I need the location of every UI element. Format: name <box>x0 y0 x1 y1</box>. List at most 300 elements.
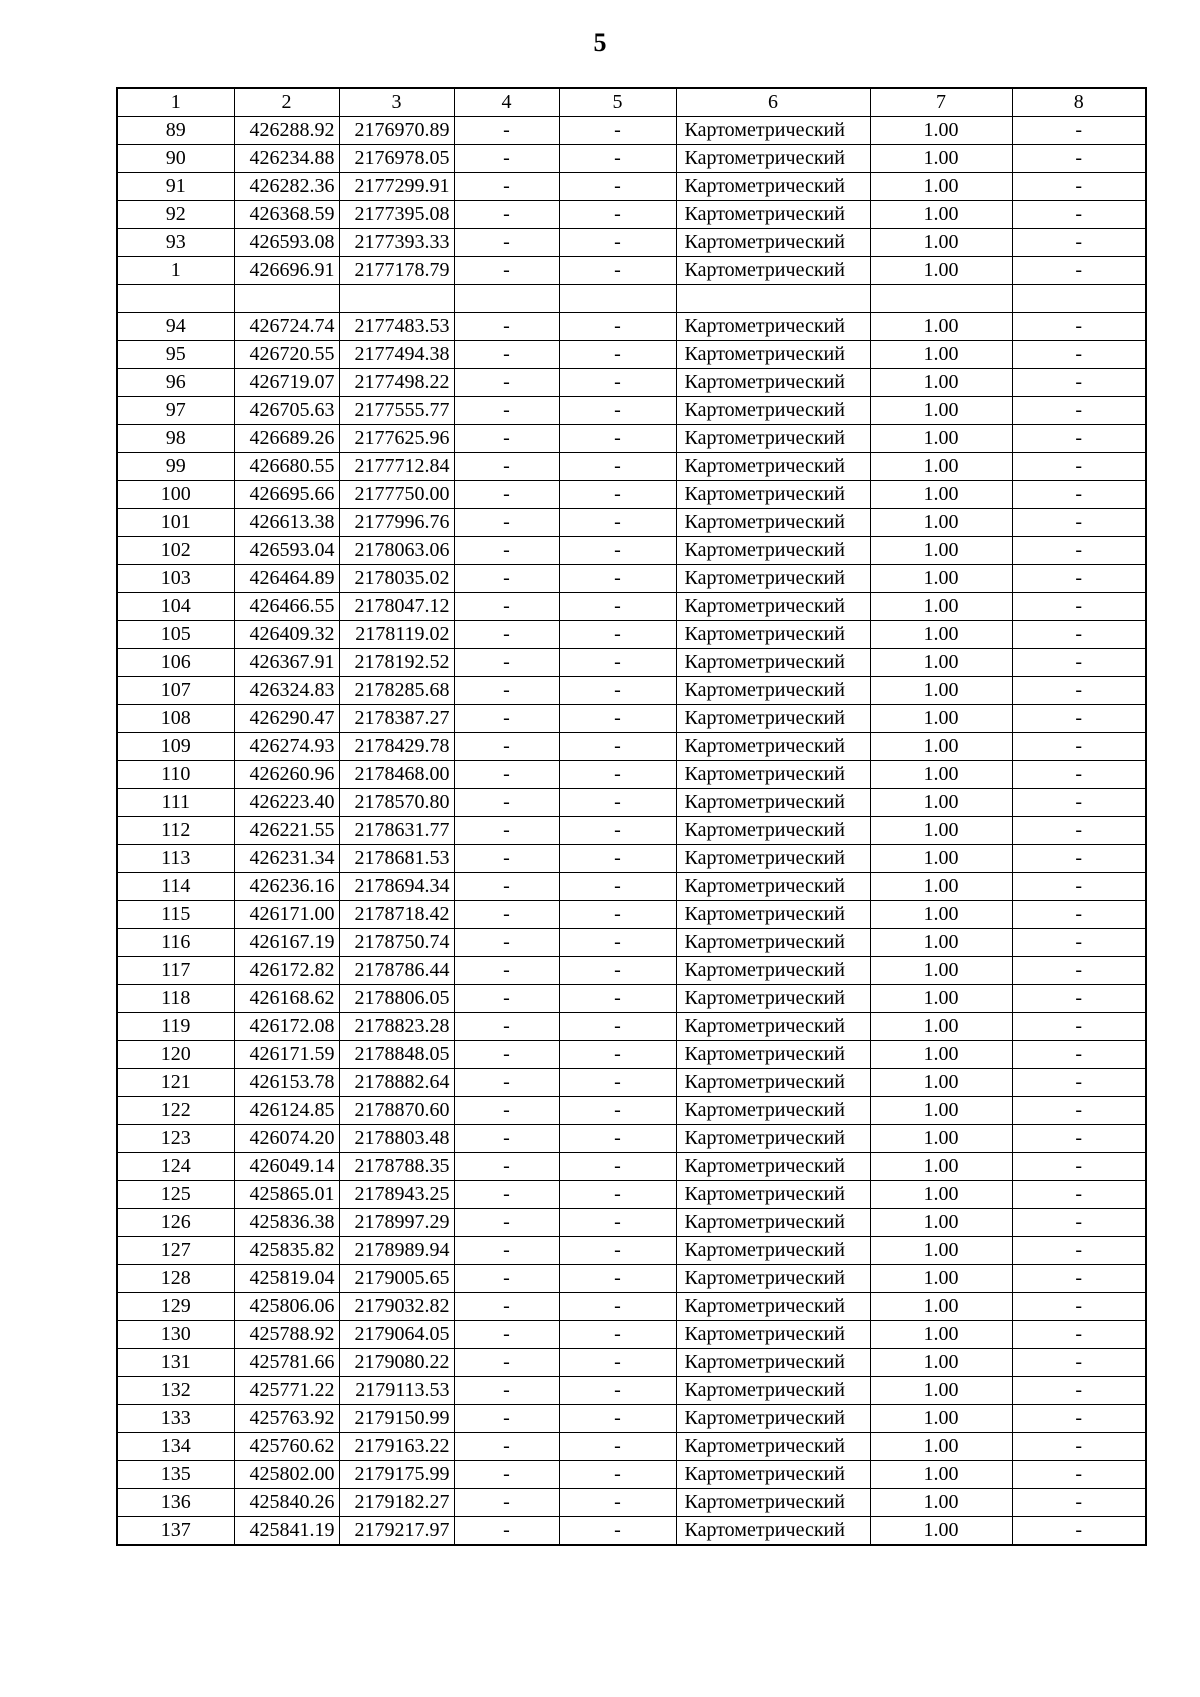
method-cell: Картометрический <box>676 117 870 145</box>
column-8-cell: - <box>1012 1293 1146 1321</box>
method-cell: Картометрический <box>676 873 870 901</box>
method-cell: Картометрический <box>676 257 870 285</box>
method-cell: Картометрический <box>676 789 870 817</box>
accuracy-cell: 1.00 <box>870 845 1012 873</box>
column-5-cell: - <box>559 1209 676 1237</box>
column-header: 5 <box>559 88 676 117</box>
point-number-cell: 91 <box>117 173 234 201</box>
column-5-cell: - <box>559 313 676 341</box>
y-coordinate-cell: 2178806.05 <box>339 985 454 1013</box>
column-5-cell: - <box>559 1069 676 1097</box>
method-cell: Картометрический <box>676 621 870 649</box>
column-5-cell: - <box>559 1153 676 1181</box>
column-5-cell: - <box>559 1237 676 1265</box>
method-cell: Картометрический <box>676 481 870 509</box>
column-4-cell: - <box>454 929 559 957</box>
column-4-cell: - <box>454 1153 559 1181</box>
column-header: 3 <box>339 88 454 117</box>
accuracy-cell: 1.00 <box>870 873 1012 901</box>
x-coordinate-cell: 426282.36 <box>234 173 339 201</box>
x-coordinate-cell: 426719.07 <box>234 369 339 397</box>
method-cell: Картометрический <box>676 649 870 677</box>
table-row <box>117 1041 1146 1069</box>
x-coordinate-cell: 426172.82 <box>234 957 339 985</box>
column-5-cell: - <box>559 257 676 285</box>
method-cell: Картометрический <box>676 1461 870 1489</box>
table-header-row <box>117 88 1146 117</box>
y-coordinate-cell: 2177996.76 <box>339 509 454 537</box>
point-number-cell: 127 <box>117 1237 234 1265</box>
table-row <box>117 621 1146 649</box>
y-coordinate-cell: 2179163.22 <box>339 1433 454 1461</box>
accuracy-cell: 1.00 <box>870 1265 1012 1293</box>
accuracy-cell: 1.00 <box>870 1125 1012 1153</box>
point-number-cell: 122 <box>117 1097 234 1125</box>
x-coordinate-cell: 426223.40 <box>234 789 339 817</box>
table-row <box>117 929 1146 957</box>
point-number-cell: 107 <box>117 677 234 705</box>
accuracy-cell: 1.00 <box>870 1433 1012 1461</box>
x-coordinate-cell: 426171.59 <box>234 1041 339 1069</box>
point-number-cell: 95 <box>117 341 234 369</box>
x-coordinate-cell: 426720.55 <box>234 341 339 369</box>
x-coordinate-cell: 426593.08 <box>234 229 339 257</box>
x-coordinate-cell: 425763.92 <box>234 1405 339 1433</box>
point-number-cell: 130 <box>117 1321 234 1349</box>
column-8-cell: - <box>1012 733 1146 761</box>
column-8-cell: - <box>1012 537 1146 565</box>
method-cell: Картометрический <box>676 705 870 733</box>
point-number-cell: 101 <box>117 509 234 537</box>
point-number-cell: 125 <box>117 1181 234 1209</box>
column-5-cell: - <box>559 397 676 425</box>
column-4-cell: - <box>454 1209 559 1237</box>
x-coordinate-cell: 426464.89 <box>234 565 339 593</box>
point-number-cell: 93 <box>117 229 234 257</box>
x-coordinate-cell: 425802.00 <box>234 1461 339 1489</box>
y-coordinate-cell: 2178047.12 <box>339 593 454 621</box>
method-cell: Картометрический <box>676 201 870 229</box>
method-cell: Картометрический <box>676 1209 870 1237</box>
method-cell: Картометрический <box>676 145 870 173</box>
accuracy-cell: 1.00 <box>870 453 1012 481</box>
method-cell: Картометрический <box>676 957 870 985</box>
x-coordinate-cell: 426234.88 <box>234 145 339 173</box>
column-8-cell: - <box>1012 509 1146 537</box>
method-cell: Картометрический <box>676 1293 870 1321</box>
x-coordinate-cell <box>234 285 339 313</box>
x-coordinate-cell: 426171.00 <box>234 901 339 929</box>
accuracy-cell: 1.00 <box>870 705 1012 733</box>
column-5-cell: - <box>559 1265 676 1293</box>
column-header: 6 <box>676 88 870 117</box>
column-8-cell: - <box>1012 425 1146 453</box>
column-8-cell: - <box>1012 173 1146 201</box>
x-coordinate-cell: 426367.91 <box>234 649 339 677</box>
accuracy-cell: 1.00 <box>870 313 1012 341</box>
table-row <box>117 1265 1146 1293</box>
point-number-cell: 133 <box>117 1405 234 1433</box>
column-5-cell: - <box>559 733 676 761</box>
y-coordinate-cell: 2177712.84 <box>339 453 454 481</box>
point-number-cell: 105 <box>117 621 234 649</box>
y-coordinate-cell: 2179005.65 <box>339 1265 454 1293</box>
column-5-cell: - <box>559 677 676 705</box>
x-coordinate-cell: 425819.04 <box>234 1265 339 1293</box>
column-4-cell: - <box>454 733 559 761</box>
accuracy-cell: 1.00 <box>870 593 1012 621</box>
column-5-cell: - <box>559 1097 676 1125</box>
point-number-cell: 119 <box>117 1013 234 1041</box>
x-coordinate-cell: 426153.78 <box>234 1069 339 1097</box>
accuracy-cell: 1.00 <box>870 1321 1012 1349</box>
column-4-cell: - <box>454 369 559 397</box>
x-coordinate-cell: 426168.62 <box>234 985 339 1013</box>
column-4-cell: - <box>454 1181 559 1209</box>
column-4-cell: - <box>454 1433 559 1461</box>
y-coordinate-cell: 2177498.22 <box>339 369 454 397</box>
table-row <box>117 369 1146 397</box>
column-4-cell: - <box>454 537 559 565</box>
accuracy-cell: 1.00 <box>870 1405 1012 1433</box>
column-8-cell: - <box>1012 369 1146 397</box>
accuracy-cell: 1.00 <box>870 1041 1012 1069</box>
column-4-cell: - <box>454 593 559 621</box>
column-5-cell: - <box>559 173 676 201</box>
column-8-cell: - <box>1012 957 1146 985</box>
column-8-cell: - <box>1012 873 1146 901</box>
x-coordinate-cell: 426696.91 <box>234 257 339 285</box>
point-number-cell: 103 <box>117 565 234 593</box>
accuracy-cell: 1.00 <box>870 1237 1012 1265</box>
accuracy-cell: 1.00 <box>870 173 1012 201</box>
column-8-cell: - <box>1012 985 1146 1013</box>
x-coordinate-cell: 426290.47 <box>234 705 339 733</box>
y-coordinate-cell: 2178750.74 <box>339 929 454 957</box>
x-coordinate-cell: 426368.59 <box>234 201 339 229</box>
column-8-cell: - <box>1012 145 1146 173</box>
y-coordinate-cell: 2178468.00 <box>339 761 454 789</box>
column-5-cell: - <box>559 1349 676 1377</box>
table-row <box>117 453 1146 481</box>
column-5-cell: - <box>559 537 676 565</box>
column-4-cell: - <box>454 145 559 173</box>
column-8-cell: - <box>1012 313 1146 341</box>
accuracy-cell: 1.00 <box>870 509 1012 537</box>
method-cell: Картометрический <box>676 1181 870 1209</box>
column-8-cell: - <box>1012 565 1146 593</box>
accuracy-cell: 1.00 <box>870 817 1012 845</box>
y-coordinate-cell: 2179182.27 <box>339 1489 454 1517</box>
accuracy-cell: 1.00 <box>870 1517 1012 1546</box>
table-row <box>117 677 1146 705</box>
column-8-cell: - <box>1012 1321 1146 1349</box>
method-cell: Картометрический <box>676 985 870 1013</box>
y-coordinate-cell: 2178786.44 <box>339 957 454 985</box>
accuracy-cell: 1.00 <box>870 1181 1012 1209</box>
y-coordinate-cell: 2178387.27 <box>339 705 454 733</box>
y-coordinate-cell: 2178119.02 <box>339 621 454 649</box>
accuracy-cell: 1.00 <box>870 649 1012 677</box>
point-number-cell: 113 <box>117 845 234 873</box>
column-4-cell: - <box>454 789 559 817</box>
table-row <box>117 1321 1146 1349</box>
y-coordinate-cell: 2179150.99 <box>339 1405 454 1433</box>
method-cell: Картометрический <box>676 1349 870 1377</box>
column-8-cell <box>1012 285 1146 313</box>
column-header: 2 <box>234 88 339 117</box>
table-row <box>117 649 1146 677</box>
column-5-cell <box>559 285 676 313</box>
accuracy-cell: 1.00 <box>870 1377 1012 1405</box>
accuracy-cell: 1.00 <box>870 1069 1012 1097</box>
column-4-cell: - <box>454 845 559 873</box>
method-cell: Картометрический <box>676 1013 870 1041</box>
method-cell: Картометрический <box>676 733 870 761</box>
accuracy-cell: 1.00 <box>870 201 1012 229</box>
column-5-cell: - <box>559 201 676 229</box>
column-4-cell: - <box>454 985 559 1013</box>
y-coordinate-cell: 2177494.38 <box>339 341 454 369</box>
table-row <box>117 313 1146 341</box>
column-8-cell: - <box>1012 761 1146 789</box>
column-8-cell: - <box>1012 1097 1146 1125</box>
accuracy-cell: 1.00 <box>870 537 1012 565</box>
table-row <box>117 1097 1146 1125</box>
column-8-cell: - <box>1012 845 1146 873</box>
column-4-cell: - <box>454 201 559 229</box>
point-number-cell: 128 <box>117 1265 234 1293</box>
method-cell: Картометрический <box>676 677 870 705</box>
table-row <box>117 1293 1146 1321</box>
point-number-cell: 134 <box>117 1433 234 1461</box>
y-coordinate-cell: 2178429.78 <box>339 733 454 761</box>
column-4-cell: - <box>454 173 559 201</box>
column-5-cell: - <box>559 957 676 985</box>
column-5-cell: - <box>559 1377 676 1405</box>
column-header: 4 <box>454 88 559 117</box>
point-number-cell: 121 <box>117 1069 234 1097</box>
method-cell: Картометрический <box>676 229 870 257</box>
table-row <box>117 481 1146 509</box>
column-5-cell: - <box>559 1293 676 1321</box>
y-coordinate-cell: 2178694.34 <box>339 873 454 901</box>
point-number-cell: 135 <box>117 1461 234 1489</box>
table-row <box>117 1209 1146 1237</box>
column-4-cell: - <box>454 873 559 901</box>
column-8-cell: - <box>1012 453 1146 481</box>
column-8-cell: - <box>1012 1349 1146 1377</box>
column-5-cell: - <box>559 621 676 649</box>
y-coordinate-cell: 2177393.33 <box>339 229 454 257</box>
accuracy-cell: 1.00 <box>870 1349 1012 1377</box>
x-coordinate-cell: 426466.55 <box>234 593 339 621</box>
column-header: 7 <box>870 88 1012 117</box>
table-row <box>117 1125 1146 1153</box>
column-8-cell: - <box>1012 397 1146 425</box>
column-5-cell: - <box>559 1489 676 1517</box>
point-number-cell: 92 <box>117 201 234 229</box>
y-coordinate-cell: 2178823.28 <box>339 1013 454 1041</box>
column-5-cell: - <box>559 817 676 845</box>
y-coordinate-cell: 2178192.52 <box>339 649 454 677</box>
x-coordinate-cell: 426724.74 <box>234 313 339 341</box>
column-5-cell: - <box>559 1461 676 1489</box>
method-cell: Картометрический <box>676 1489 870 1517</box>
x-coordinate-cell: 426288.92 <box>234 117 339 145</box>
table-row <box>117 1069 1146 1097</box>
column-4-cell: - <box>454 761 559 789</box>
x-coordinate-cell: 426167.19 <box>234 929 339 957</box>
point-number-cell: 109 <box>117 733 234 761</box>
table-row <box>117 1153 1146 1181</box>
point-number-cell: 132 <box>117 1377 234 1405</box>
y-coordinate-cell: 2177299.91 <box>339 173 454 201</box>
table-row <box>117 789 1146 817</box>
column-4-cell <box>454 285 559 313</box>
table-row <box>117 1013 1146 1041</box>
point-number-cell: 123 <box>117 1125 234 1153</box>
method-cell: Картометрический <box>676 817 870 845</box>
point-number-cell: 106 <box>117 649 234 677</box>
table-row <box>117 873 1146 901</box>
accuracy-cell: 1.00 <box>870 929 1012 957</box>
method-cell: Картометрический <box>676 1153 870 1181</box>
column-8-cell: - <box>1012 1377 1146 1405</box>
column-4-cell: - <box>454 1069 559 1097</box>
y-coordinate-cell: 2177178.79 <box>339 257 454 285</box>
table-row <box>117 1461 1146 1489</box>
method-cell: Картометрический <box>676 1517 870 1546</box>
table-row <box>117 957 1146 985</box>
accuracy-cell: 1.00 <box>870 789 1012 817</box>
table-row <box>117 1181 1146 1209</box>
column-5-cell: - <box>559 1321 676 1349</box>
x-coordinate-cell: 425840.26 <box>234 1489 339 1517</box>
y-coordinate-cell: 2179113.53 <box>339 1377 454 1405</box>
accuracy-cell: 1.00 <box>870 677 1012 705</box>
column-4-cell: - <box>454 313 559 341</box>
column-4-cell: - <box>454 509 559 537</box>
method-cell <box>676 285 870 313</box>
column-5-cell: - <box>559 509 676 537</box>
point-number-cell: 100 <box>117 481 234 509</box>
column-4-cell: - <box>454 1293 559 1321</box>
y-coordinate-cell <box>339 285 454 313</box>
table-row <box>117 1349 1146 1377</box>
table-row <box>117 425 1146 453</box>
x-coordinate-cell: 425835.82 <box>234 1237 339 1265</box>
column-4-cell: - <box>454 1321 559 1349</box>
column-8-cell: - <box>1012 901 1146 929</box>
column-5-cell: - <box>559 481 676 509</box>
y-coordinate-cell: 2178631.77 <box>339 817 454 845</box>
column-5-cell: - <box>559 985 676 1013</box>
table-row <box>117 1405 1146 1433</box>
x-coordinate-cell: 425836.38 <box>234 1209 339 1237</box>
point-number-cell: 89 <box>117 117 234 145</box>
x-coordinate-cell: 426260.96 <box>234 761 339 789</box>
method-cell: Картометрический <box>676 929 870 957</box>
table-row <box>117 397 1146 425</box>
accuracy-cell: 1.00 <box>870 733 1012 761</box>
point-number-cell: 137 <box>117 1517 234 1546</box>
x-coordinate-cell: 425760.62 <box>234 1433 339 1461</box>
point-number-cell: 1 <box>117 257 234 285</box>
point-number-cell: 136 <box>117 1489 234 1517</box>
column-5-cell: - <box>559 901 676 929</box>
column-5-cell: - <box>559 789 676 817</box>
x-coordinate-cell: 425788.92 <box>234 1321 339 1349</box>
column-4-cell: - <box>454 117 559 145</box>
column-4-cell: - <box>454 341 559 369</box>
x-coordinate-cell: 426680.55 <box>234 453 339 481</box>
column-8-cell: - <box>1012 229 1146 257</box>
column-5-cell: - <box>559 705 676 733</box>
column-4-cell: - <box>454 901 559 929</box>
accuracy-cell: 1.00 <box>870 1293 1012 1321</box>
column-5-cell: - <box>559 845 676 873</box>
column-5-cell: - <box>559 117 676 145</box>
method-cell: Картометрический <box>676 1069 870 1097</box>
table-row <box>117 1377 1146 1405</box>
y-coordinate-cell: 2177483.53 <box>339 313 454 341</box>
column-8-cell: - <box>1012 1517 1146 1546</box>
accuracy-cell: 1.00 <box>870 957 1012 985</box>
method-cell: Картометрический <box>676 453 870 481</box>
y-coordinate-cell: 2179175.99 <box>339 1461 454 1489</box>
column-4-cell: - <box>454 677 559 705</box>
column-8-cell: - <box>1012 1041 1146 1069</box>
y-coordinate-cell: 2178943.25 <box>339 1181 454 1209</box>
method-cell: Картометрический <box>676 313 870 341</box>
y-coordinate-cell: 2178848.05 <box>339 1041 454 1069</box>
point-number-cell: 117 <box>117 957 234 985</box>
accuracy-cell: 1.00 <box>870 1153 1012 1181</box>
page-number: 5 <box>593 28 607 57</box>
table-row <box>117 901 1146 929</box>
x-coordinate-cell: 426705.63 <box>234 397 339 425</box>
column-8-cell: - <box>1012 705 1146 733</box>
column-5-cell: - <box>559 229 676 257</box>
column-8-cell: - <box>1012 649 1146 677</box>
column-8-cell: - <box>1012 257 1146 285</box>
point-number-cell: 98 <box>117 425 234 453</box>
column-5-cell: - <box>559 425 676 453</box>
column-4-cell: - <box>454 481 559 509</box>
method-cell: Картометрический <box>676 1041 870 1069</box>
x-coordinate-cell: 426049.14 <box>234 1153 339 1181</box>
method-cell: Картометрический <box>676 173 870 201</box>
accuracy-cell: 1.00 <box>870 1461 1012 1489</box>
method-cell: Картометрический <box>676 1125 870 1153</box>
y-coordinate-cell: 2178035.02 <box>339 565 454 593</box>
method-cell: Картометрический <box>676 901 870 929</box>
accuracy-cell: 1.00 <box>870 565 1012 593</box>
x-coordinate-cell: 426231.34 <box>234 845 339 873</box>
x-coordinate-cell: 426221.55 <box>234 817 339 845</box>
method-cell: Картометрический <box>676 761 870 789</box>
table-row <box>117 593 1146 621</box>
column-8-cell: - <box>1012 117 1146 145</box>
x-coordinate-cell: 426074.20 <box>234 1125 339 1153</box>
column-5-cell: - <box>559 565 676 593</box>
table-row <box>117 201 1146 229</box>
y-coordinate-cell: 2178803.48 <box>339 1125 454 1153</box>
table-row <box>117 1517 1146 1546</box>
method-cell: Картометрический <box>676 1237 870 1265</box>
y-coordinate-cell: 2179217.97 <box>339 1517 454 1546</box>
